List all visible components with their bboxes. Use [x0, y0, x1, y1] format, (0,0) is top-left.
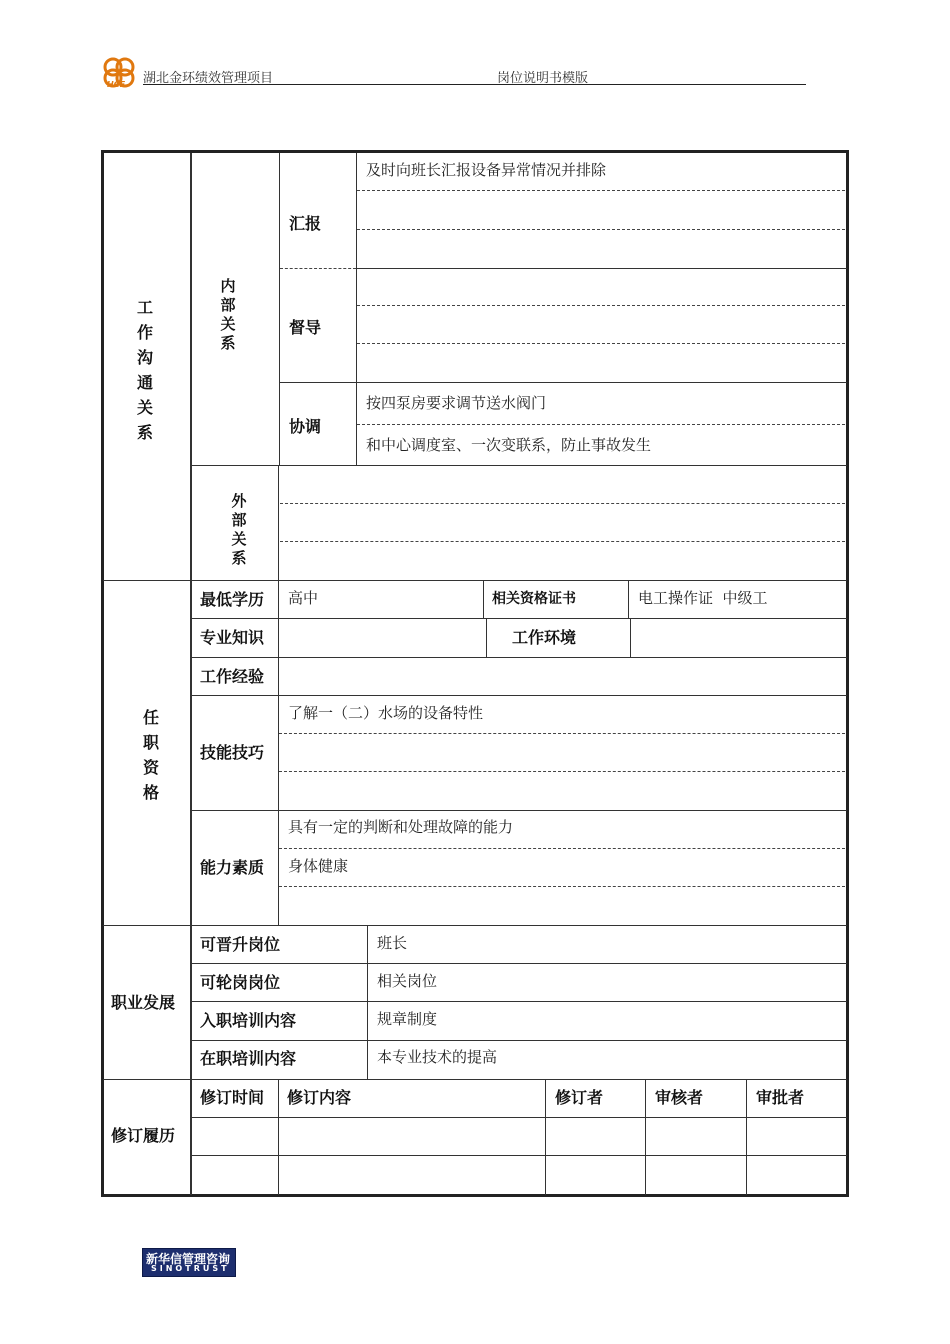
career-promotion-value: 班长 — [377, 934, 408, 952]
footer-logo-cn: 新华信管理咨询 — [146, 1252, 231, 1266]
internal-relations-label: 内 部 关 系 — [220, 277, 236, 352]
skills-label: 技能技巧 — [200, 743, 265, 762]
qualification-title: 任 职 资 格 — [142, 708, 159, 802]
career-inservice-value: 本专业技术的提高 — [377, 1048, 498, 1066]
revision-title: 修订履历 — [111, 1126, 176, 1145]
ability-line-2: 身体健康 — [288, 857, 349, 875]
revision-col-time: 修订时间 — [200, 1088, 265, 1107]
revision-col-reviser: 修订者 — [555, 1088, 604, 1107]
career-title: 职业发展 — [111, 993, 176, 1012]
report-label: 汇报 — [289, 214, 322, 233]
min-education-value: 高中 — [288, 589, 319, 607]
header-doc-type: 岗位说明书模版 — [497, 71, 589, 86]
certificate-label: 相关资格证书 — [492, 591, 576, 607]
ability-label: 能力素质 — [200, 858, 265, 877]
communication-title: 工 作 沟 通 关 系 — [136, 298, 153, 442]
revision-col-content: 修订内容 — [287, 1088, 352, 1107]
revision-col-approver: 审批者 — [756, 1088, 805, 1107]
footer-logo-en: SINOTRUST — [151, 1264, 230, 1273]
skills-line-1: 了解一（二）水场的设备特性 — [288, 704, 484, 722]
experience-label: 工作经验 — [200, 667, 265, 686]
knowledge-label: 专业知识 — [200, 628, 265, 647]
career-onboarding-value: 规章制度 — [377, 1010, 438, 1028]
report-line-1: 及时向班长汇报设备异常情况并排除 — [366, 161, 607, 179]
environment-label: 工作环境 — [512, 628, 577, 647]
career-rotation-label: 可轮岗岗位 — [200, 973, 281, 992]
header-logo-text: HCF — [107, 80, 126, 89]
coordinate-line-2: 和中心调度室、一次变联系，防止事故发生 — [366, 436, 652, 454]
footer-logo — [142, 1248, 236, 1277]
career-onboarding-label: 入职培训内容 — [200, 1011, 297, 1030]
ability-line-1: 具有一定的判断和处理故障的能力 — [288, 818, 514, 836]
career-promotion-label: 可晋升岗位 — [200, 935, 281, 954]
revision-col-reviewer: 审核者 — [655, 1088, 704, 1107]
min-education-label: 最低学历 — [200, 590, 265, 609]
external-relations-label: 外 部 关 系 — [231, 492, 247, 567]
certificate-value: 电工操作证 中级工 — [638, 589, 768, 607]
supervise-label: 督导 — [289, 318, 322, 337]
career-inservice-label: 在职培训内容 — [200, 1049, 297, 1068]
coordinate-line-1: 按四泵房要求调节送水阀门 — [366, 394, 547, 412]
coordinate-label: 协调 — [289, 417, 322, 436]
career-rotation-value: 相关岗位 — [377, 972, 438, 990]
header-company: 湖北金环绩效管理项目 — [143, 71, 274, 86]
